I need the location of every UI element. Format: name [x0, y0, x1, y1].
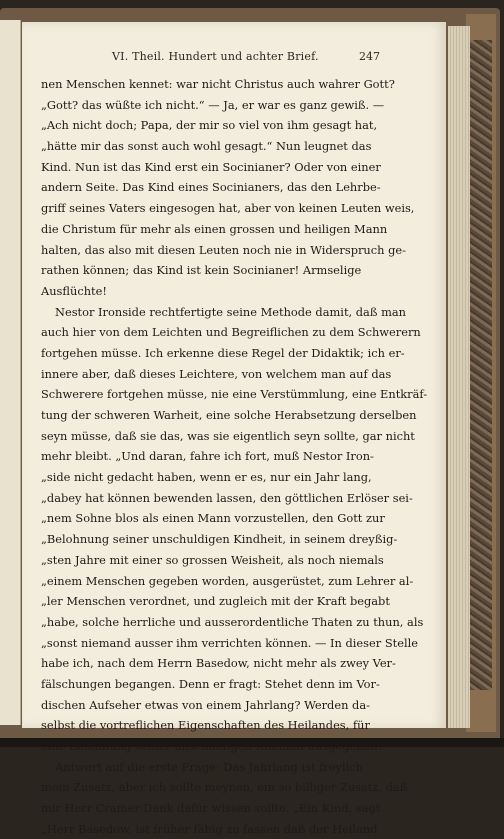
text-line: griff seines Vaters eingesogen hat, aber von keinen Leuten weis,: [41, 201, 415, 216]
text-line: „einem Menschen gegeben worden, ausgerüstet, zum Lehrer al-: [41, 573, 414, 588]
text-line: „dabey hat können bewenden lassen, den göttlichen Erlöser sei-: [41, 490, 413, 505]
text-line: fälschungen begangen. Denn er fragt: Stehet denn im Vor-: [41, 676, 380, 691]
body-text: [41, 74, 428, 839]
running-header-title: VI. Theil. Hundert und achter Brief.: [112, 50, 319, 63]
text-line: „Belohnung seiner unschuldigen Kindheit, in seinem dreyßig-: [41, 532, 398, 547]
text-line: Antwort auf die erste Frage: Das Jahrlang ist freylich: [55, 759, 363, 774]
text-line: mir Herr Cramer Dank dafür wissen sollte. „Ein Kind, sagt: [41, 801, 381, 816]
text-line: halten, das also mit diesen Leuten noch nie in Widerspruch ge-: [41, 242, 406, 257]
text-line: die Christum für mehr als einen grossen und heiligen Mann: [41, 221, 388, 236]
text-line: „nem Sohne blos als einen Mann vorzustellen, den Gott zur: [41, 511, 385, 526]
text-line: mehr bleibt. „Und daran, fahre ich fort, muß Nestor Iron-: [41, 449, 374, 464]
text-line: nen Menschen kennet: war nicht Christus auch wahrer Gott?: [41, 77, 395, 91]
text-line: innere aber, daß dieses Leichtere, von welchem man auf das: [41, 366, 392, 381]
text-line: „sonst niemand ausser ihm verrichten können. — In dieser Stelle: [41, 635, 418, 650]
running-header: [40, 50, 380, 70]
text-line: „hätte mir das sonst auch wohl gesagt.“ Nun leugnet das: [41, 139, 372, 154]
text-line: Ausflüchte!: [41, 283, 107, 298]
previous-page-edge: [0, 20, 21, 725]
scan-border: [0, 738, 504, 747]
text-line: „side nicht gedacht haben, wenn er es, nur ein Jahr lang,: [41, 470, 372, 485]
text-line: „habe, solche herrliche und ausserordentliche Thaten zu thun, als: [41, 614, 424, 629]
text-line: Kind. Nun ist das Kind erst ein Socinianer? Oder von einer: [41, 159, 381, 174]
page-stack-edge: [448, 26, 470, 728]
text-line: selbst die vortreflichen Eigenschaften des Heilandes, für: [41, 718, 370, 733]
text-line: „Ach nicht doch; Papa, der mir so viel von ihm gesagt hat,: [41, 118, 378, 133]
text-line: „sten Jahre mit einer so grossen Weisheit, als noch niemals: [41, 552, 384, 567]
text-line: „Gott? das wüßte ich nicht.“ — Ja, er war es ganz gewiß. —: [41, 97, 385, 112]
text-line: „ler Menschen verordnet, und zugleich mit der Kraft begabt: [41, 594, 390, 609]
text-line: „Herr Basedow, ist früher fähig zu fassen daß der Heiland: [41, 821, 378, 836]
page-number: 247: [359, 50, 380, 63]
text-line: Schwerere fortgehen müsse, nie eine Verstümmlung, eine Entkräf-: [41, 387, 428, 402]
marbled-endpaper: [470, 40, 492, 690]
text-line: dischen Aufseher etwas von einem Jahrlang? Werden da-: [41, 697, 370, 712]
text-line: habe ich, nach dem Herrn Basedow, nicht mehr als zwey Ver-: [41, 656, 396, 671]
text-line: auch hier von dem Leichten und Begreiflichen zu dem Schwerern: [41, 325, 421, 340]
text-line: andern Seite. Das Kind eines Socinianers, das den Lehrbe-: [41, 180, 381, 195]
text-line: tung der schweren Warheit, eine solche Herabsetzung derselben: [41, 408, 417, 422]
text-line: seyn müsse, daß sie das, was sie eigentlich seyn sollte, gar nicht: [41, 428, 415, 443]
text-line: mein Zusatz, aber ich sollte meynen, ein so billiger Zusatz, daß: [41, 780, 408, 795]
text-line: fortgehen müsse. Ich erkenne diese Regel der Didaktik; ich er-: [41, 345, 405, 360]
text-line: Nestor Ironside rechtfertigte seine Methode damit, daß man: [55, 304, 407, 319]
text-line: rathen können; das Kind ist kein Socinianer! Armselige: [41, 263, 362, 278]
